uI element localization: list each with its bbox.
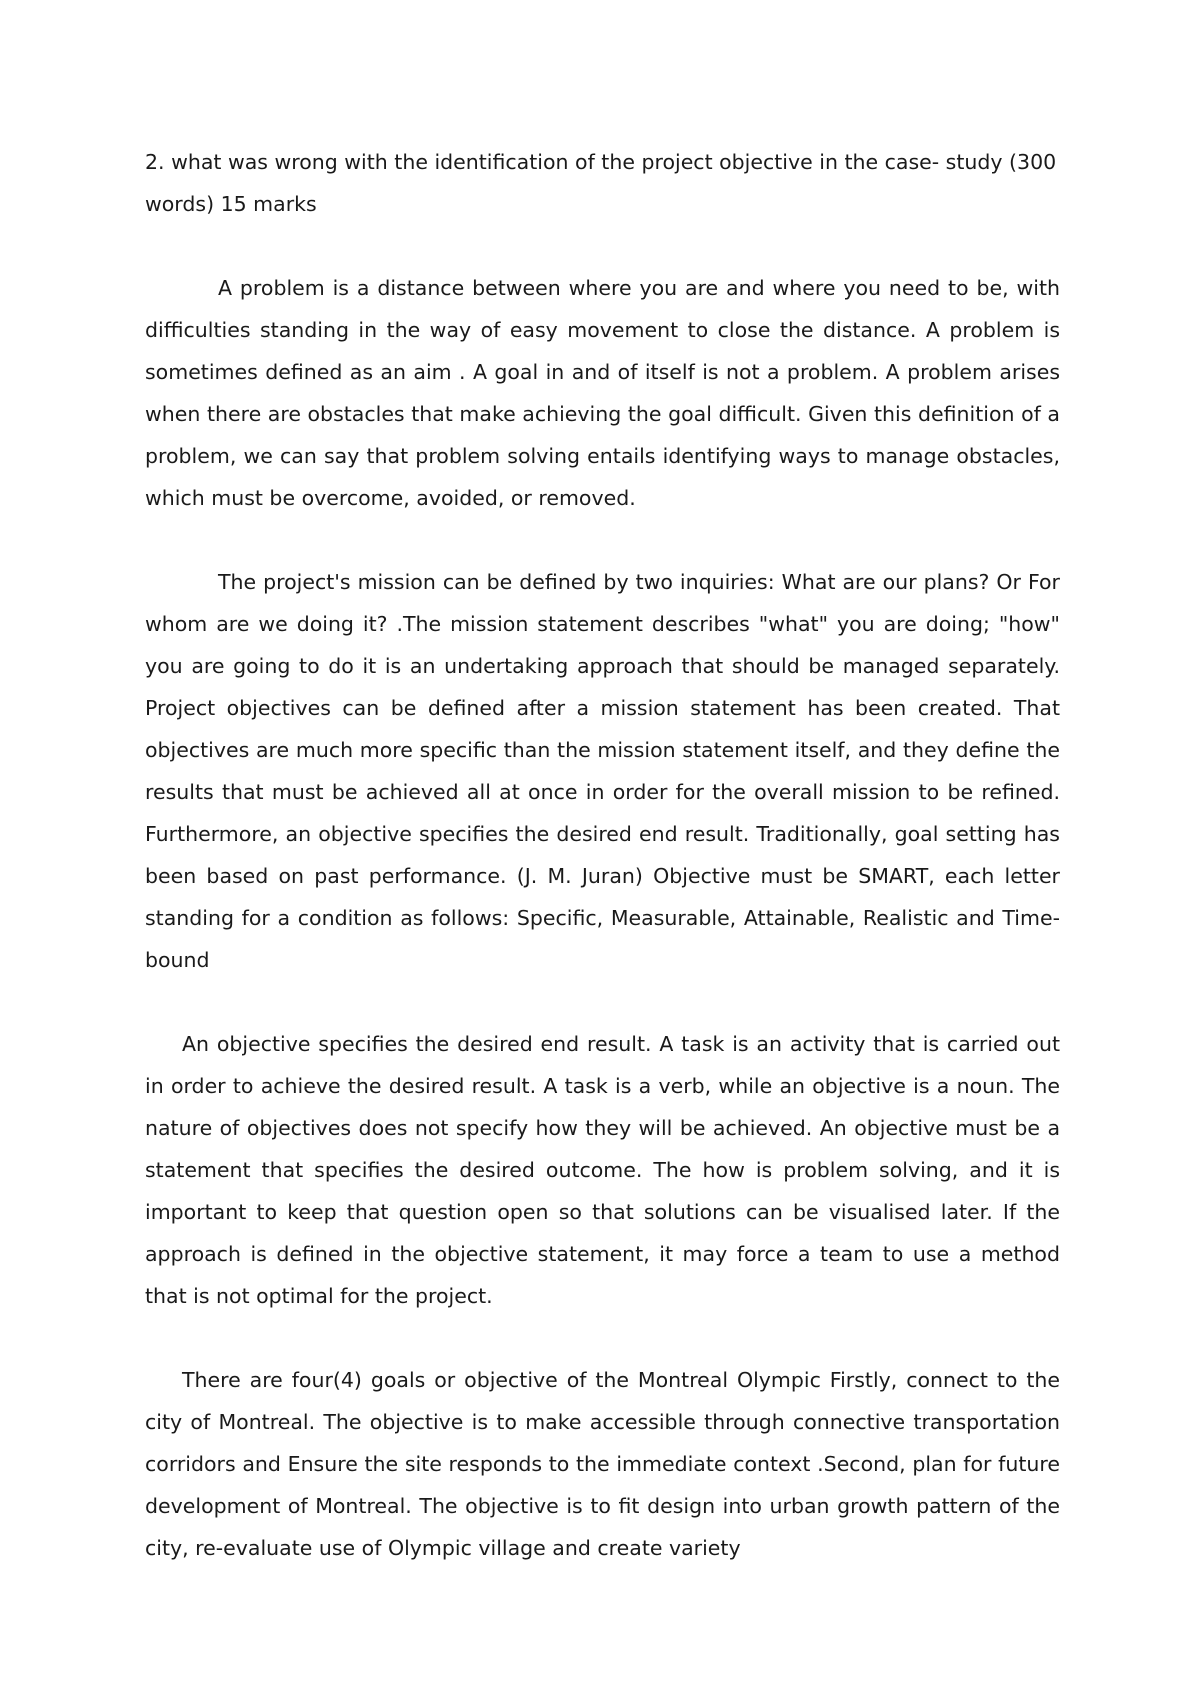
document-body [145,141,1060,1569]
paragraph-project-mission: The project's mission can be defined by two inquiries: What are our plans? Or For whom are we doing it? .The mission statement describes "what" you are doing; "how" you are going to do it is an undertaking approach that should be managed separately. Project objectives can be defined after a mission statement has been created. That objectives are much more specific than the mission statement itself, and they define the results that must be achieved all at once in order for the overall mission to be refined. Furthermore, an objective specifies the desired end result. Traditionally, goal setting has been based on past performance. (J. M. Juran) Objective must be SMART, each letter standing for a condition as follows: Specific, Measurable, Attainable, Realistic and Time-bound [145,570,1060,972]
paragraph-montreal-objectives: There are four(4) goals or objective of the Montreal Olympic Firstly, connect to the city of Montreal. The objective is to make accessible through connective transportation corridors and Ensure the site responds to the immediate context .Second, plan for future development of Montreal. The objective is to fit design into urban growth pattern of the city, re-evaluate use of Olympic village and create variety [145,1368,1060,1560]
paragraph-objective-vs-task: An objective specifies the desired end result. A task is an activity that is carried out in order to achieve the desired result. A task is a verb, while an objective is a noun. The nature of objectives does not specify how they will be achieved. An objective must be a statement that specifies the desired outcome. The how is problem solving, and it is important to keep that question open so that solutions can be visualised later. If the approach is defined in the objective statement, it may force a team to use a method that is not optimal for the project. [145,1032,1060,1308]
paragraph-problem-definition: A problem is a distance between where you are and where you need to be, with difficulties standing in the way of easy movement to close the distance. A problem is sometimes defined as an aim . A goal in and of itself is not a problem. A problem arises when there are obstacles that make achieving the goal difficult. Given this definition of a problem, we can say that problem solving entails identifying ways to manage obstacles, which must be overcome, avoided, or removed. [145,276,1060,510]
question-heading: 2. what was wrong with the identification of the project objective in the case- study (300 words) 15 marks [145,150,1057,216]
